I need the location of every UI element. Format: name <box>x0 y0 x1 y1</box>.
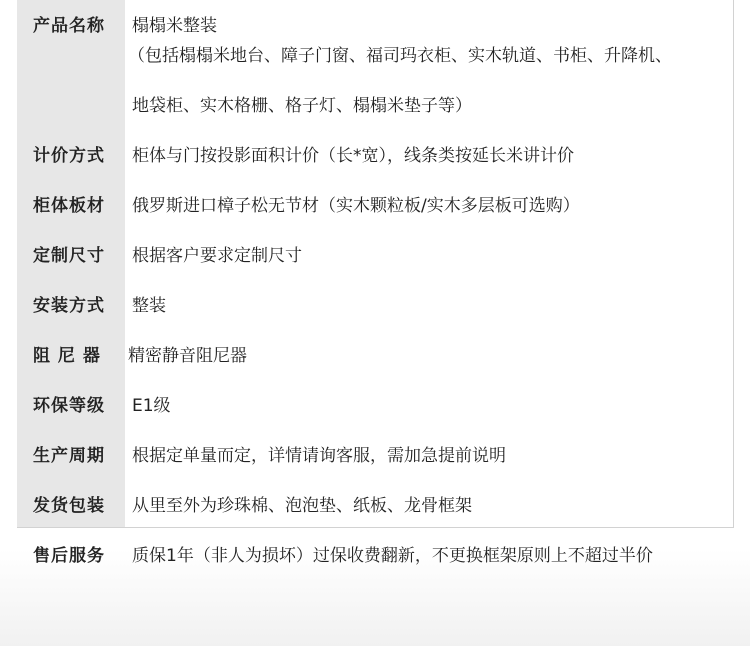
spec-value: 从里至外为珍珠棉、泡泡垫、纸板、龙骨框架 <box>132 496 472 516</box>
spec-value: 榻榻米整装 <box>132 16 217 36</box>
spec-value: 柜体与门按投影面积计价（长*宽），线条类按延长米讲计价 <box>132 146 574 166</box>
spec-label: 生产周期 <box>33 446 105 466</box>
spec-row-install-method <box>0 291 750 321</box>
spec-value: 整装 <box>132 296 166 316</box>
spec-value: 地袋柜、实木格栅、格子灯、榻榻米垫子等） <box>132 96 472 116</box>
spec-row-damper <box>0 341 750 371</box>
spec-label: 产品名称 <box>33 16 105 36</box>
spec-row-board-material <box>0 191 750 221</box>
spec-label: 阻 尼 器 <box>33 346 101 366</box>
spec-label: 环保等级 <box>33 396 105 416</box>
spec-label: 定制尺寸 <box>33 246 105 266</box>
spec-label: 发货包装 <box>33 496 105 516</box>
spec-row-production-cycle <box>0 441 750 471</box>
spec-row-after-sales <box>0 541 750 571</box>
spec-row-pricing <box>0 141 750 171</box>
spec-value: 根据客户要求定制尺寸 <box>132 246 302 266</box>
spec-label: 安装方式 <box>33 296 105 316</box>
spec-label: 售后服务 <box>33 546 105 566</box>
spec-value: 俄罗斯进口樟子松无节材（实木颗粒板/实木多层板可选购） <box>132 196 580 216</box>
spec-label: 柜体板材 <box>33 196 105 216</box>
spec-row-eco-grade <box>0 391 750 421</box>
spec-row-product-name-line3 <box>0 91 750 121</box>
spec-row-product-name-line2 <box>0 41 750 71</box>
spec-row-product-name <box>0 11 750 41</box>
spec-value: 精密静音阻尼器 <box>128 346 247 366</box>
spec-label: 计价方式 <box>33 146 105 166</box>
spec-row-packaging <box>0 491 750 521</box>
spec-value: （包括榻榻米地台、障子门窗、福司玛衣柜、实木轨道、书柜、升降机、 <box>128 46 672 66</box>
spec-value: 质保1年（非人为损坏）过保收费翻新，不更换框架原则上不超过半价 <box>132 546 653 566</box>
spec-value: E1级 <box>132 396 171 416</box>
spec-value: 根据定单量而定，详情请询客服，需加急提前说明 <box>132 446 506 466</box>
spec-row-custom-size <box>0 241 750 271</box>
